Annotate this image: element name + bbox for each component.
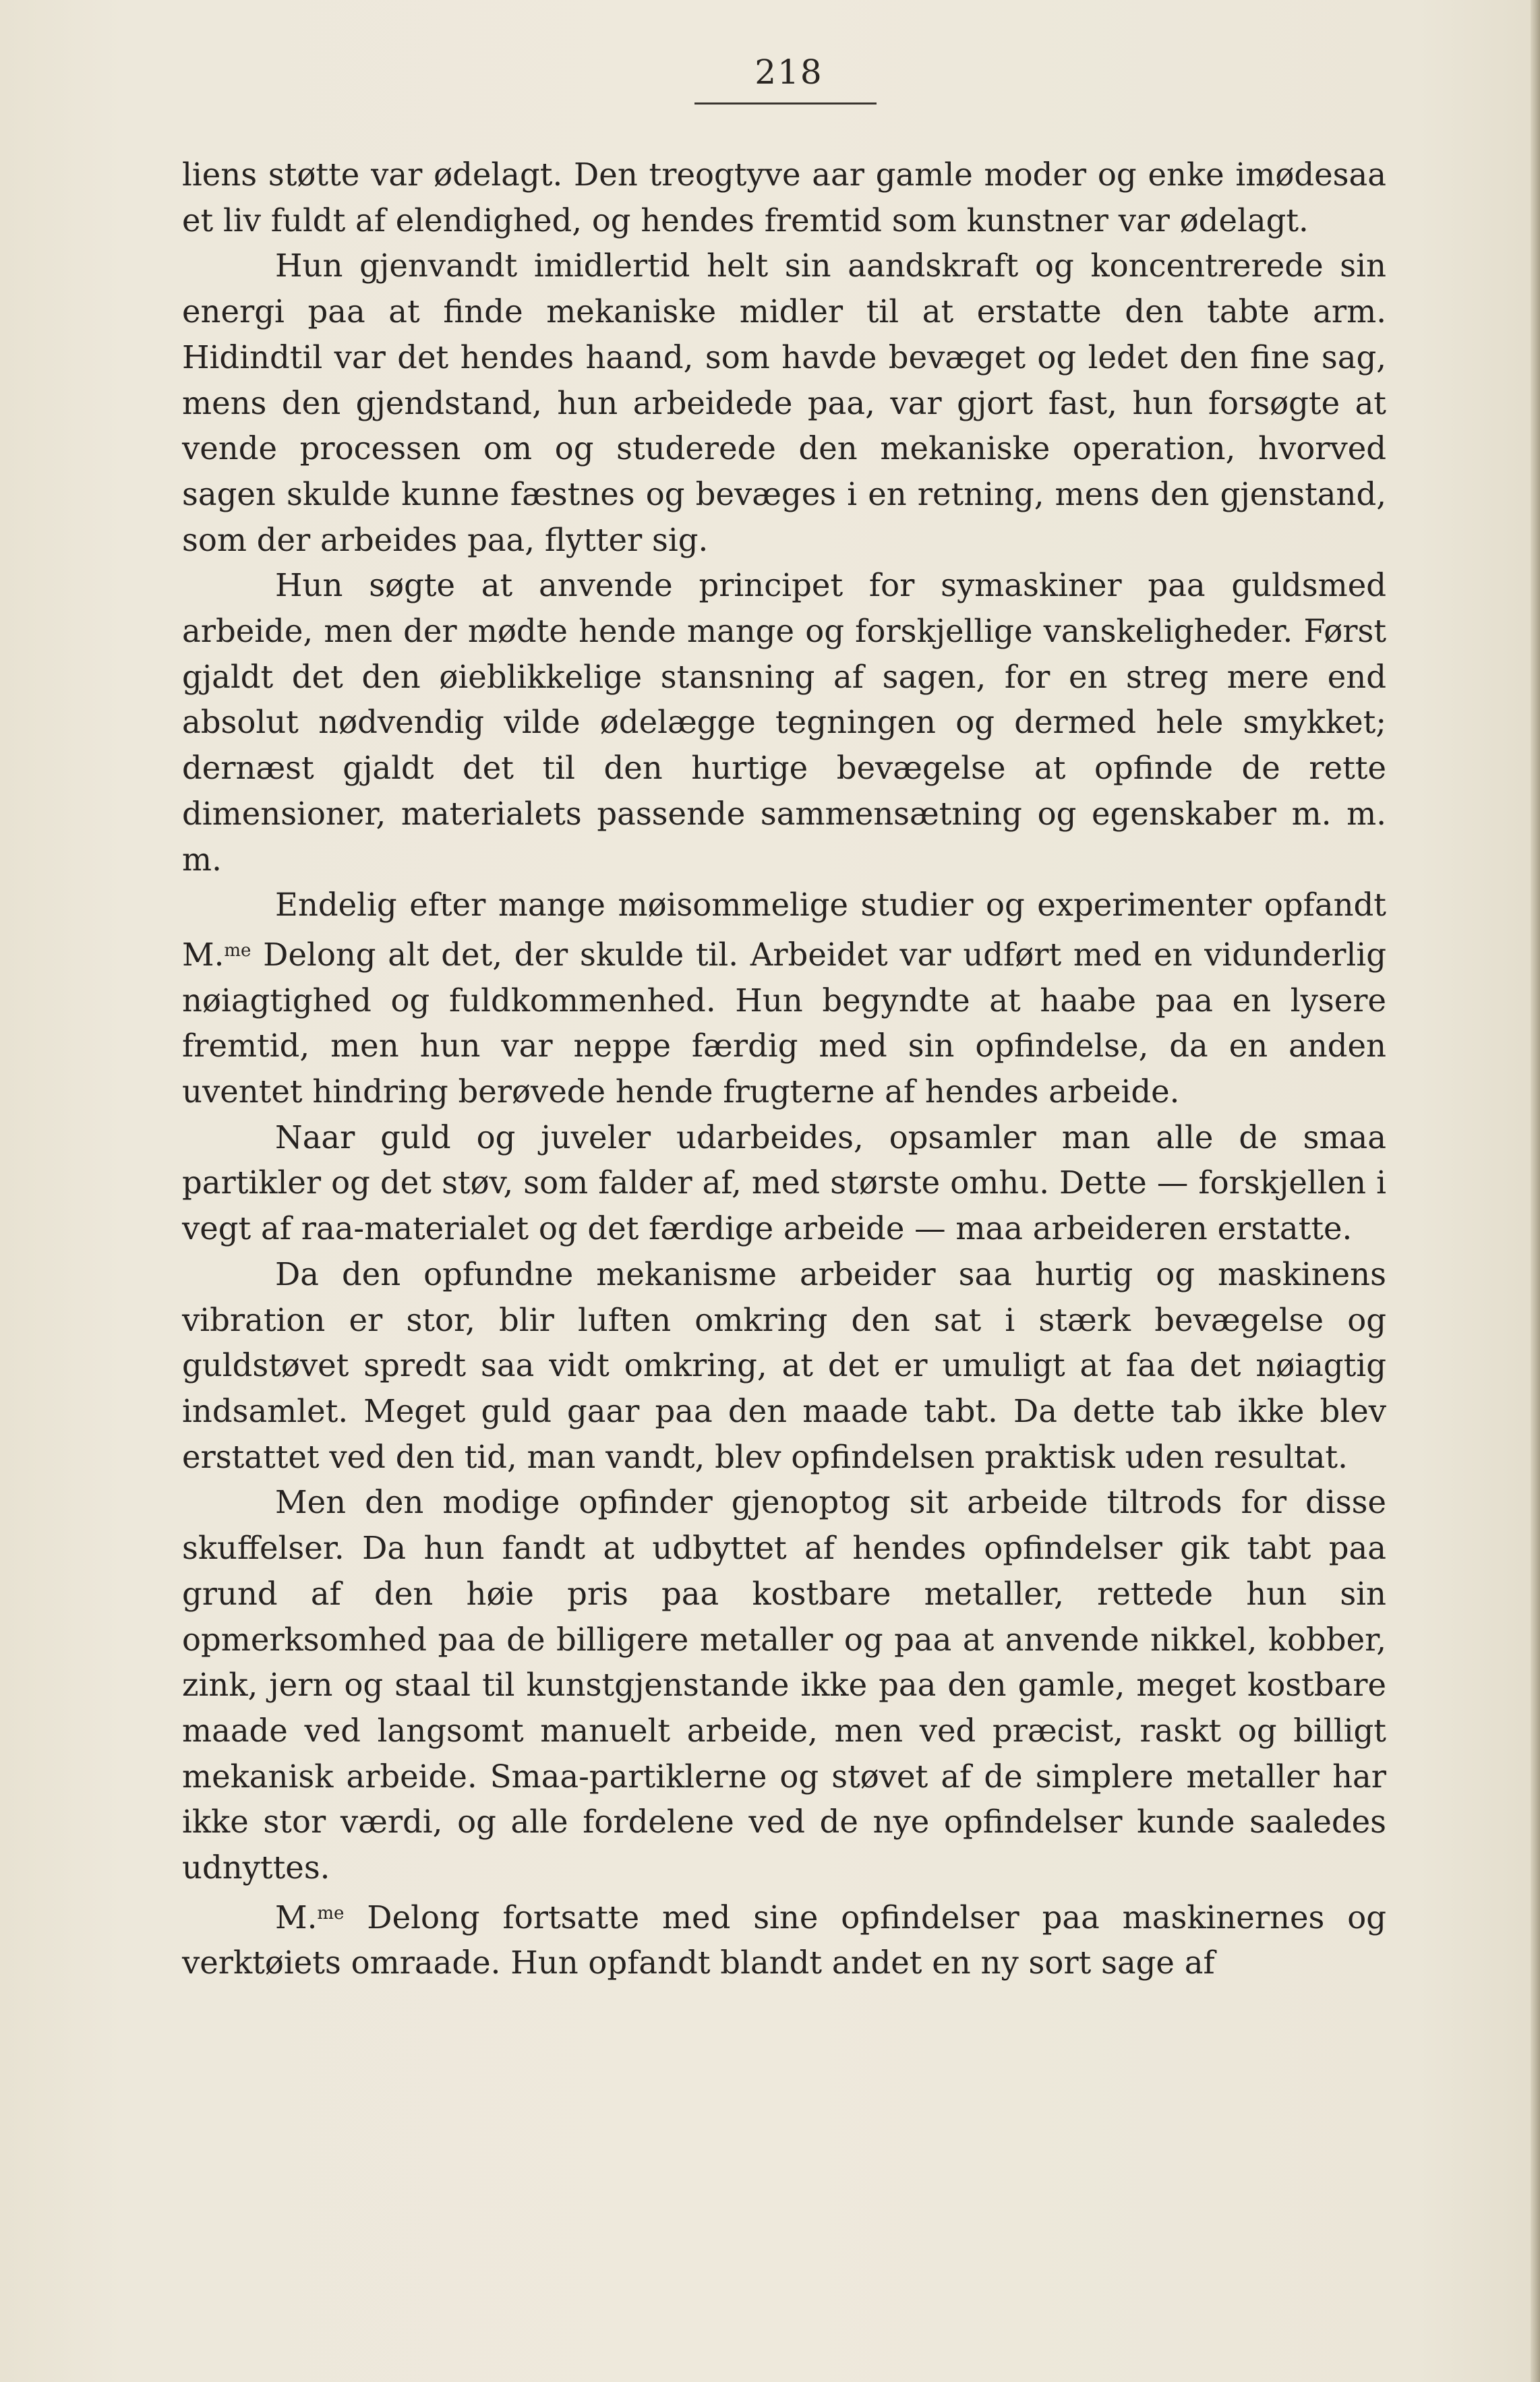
paragraph-8-text: Delong fortsatte med sine opfindelser paa maskinernes og verktøiets omraade. Hun opfandt blandt andet en ny sort sage af (182, 1899, 1386, 1982)
paragraph-6: Da den opfundne mekanisme arbeider saa hurtig og maskinens vibration er stor, blir luften omkring den sat i stærk bevægelse og guldstøvet spredt saa vidt omkring, at det er umuligt at faa det nøiagtig indsamlet. Meget guld gaar paa den maade tabt. Da dette tab ikke blev erstattet ved den tid, man vandt, blev opfindelsen praktisk uden resultat. (182, 1255, 1386, 1475)
paragraph-8 (182, 1891, 1386, 1986)
paragraph-4 (182, 883, 1386, 1115)
body-text (182, 152, 1386, 1986)
page-edge-shadow (1531, 0, 1540, 2382)
paragraph-3: Hun søgte at anvende principet for symaskiner paa guldsmed arbeide, men der mødte hende mange og forskjellige vanskeligheder. Først gjaldt det den øieblikkelige stansning af sagen, for en streg mere end absolut nødvendig vilde ødelægge tegningen og dermed hele smykket; dernæst gjaldt det til den hurtige bevægelse at opfinde de rette dimensioner, materialets passende sammensætning og egenskaber m. m. m. (182, 567, 1386, 878)
paragraph-4-prefix: Endelig efter mange møisommelige studier og experimenter opfandt M. (182, 887, 1386, 973)
paragraph-1: liens støtte var ødelagt. Den treogtyve aar gamle moder og enke imødesaa et liv fuldt af elendighed, og hendes fremtid som kunstner var ødelagt. (182, 156, 1386, 239)
paragraph-7: Men den modige opfinder gjenoptog sit arbeide tiltrods for disse skuffelser. Da hun fandt at udbyttet af hendes opfindelser gik tabt paa grund af den høie pris paa kostbare metaller, rettede hun sin opmerksomhed paa de billigere metaller og paa at anvende nikkel, kobber, zink, jern og staal til kunstgjenstande ikke paa den gamle, meget kostbare maade ved langsomt manuelt arbeide, men ved præcist, raskt og billigt mekanisk arbeide. Smaa-partiklerne og støvet af de simplere metaller har ikke stor værdi, og alle fordelene ved de nye opfindelser kunde saaledes udnyttes. (182, 1484, 1386, 1886)
header-rule (694, 102, 877, 105)
paragraph-4-text: Delong alt det, der skulde til. Arbeidet var udført med en vidunderlig nøiagtighed og fuldkommenhed. Hun begyndte at haabe paa en lysere fremtid, men hun var neppe færdig med sin opfindelse, da en anden uventet hindring berøvede hende frugterne af hendes arbeide. (182, 936, 1386, 1110)
paragraph-4-superscript: me (224, 940, 251, 961)
page-number: 218 (754, 53, 823, 92)
paragraph-8-prefix: M. (275, 1899, 318, 1936)
paragraph-8-superscript: me (317, 1903, 345, 1924)
paragraph-2: Hun gjenvandt imidlertid helt sin aandskraft og koncentrerede sin energi paa at finde mekaniske midler til at erstatte den tabte arm. Hidindtil var det hendes haand, som havde bevæget og ledet den fine sag, mens den gjendstand, hun arbeidede paa, var gjort fast, hun forsøgte at vende processen om og studerede den mekaniske operation, hvorved sagen skulde kunne fæstnes og bevæges i en retning, mens den gjenstand, som der arbeides paa, flytter sig. (182, 247, 1386, 558)
paragraph-5: Naar guld og juveler udarbeides, opsamler man alle de smaa partikler og det støv, som falder af, med største omhu. Dette — forskjellen i vegt af raa-materialet og det færdige arbeide — maa arbeideren erstatte. (182, 1119, 1386, 1247)
